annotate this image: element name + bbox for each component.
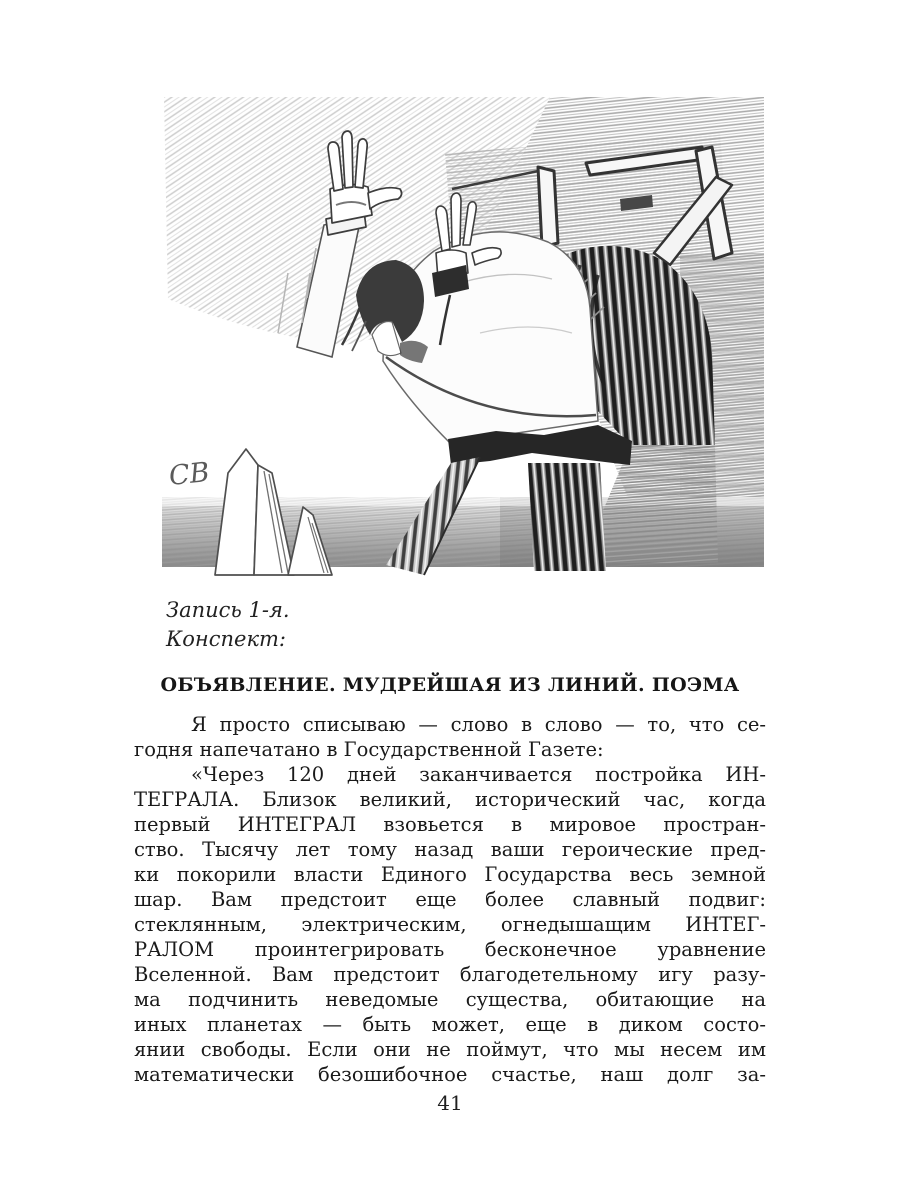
body-line: математически безошибочное счастье, наш долг за- [134, 1063, 766, 1086]
body-line: РАЛОМ проинтегрировать бесконечное уравнение [134, 938, 766, 961]
body-line: ство. Тысячу лет тому назад ваши героические пред- [134, 838, 766, 861]
artist-monogram: СВ [167, 456, 212, 492]
body-line: ма подчинить неведомые существа, обитающие на [134, 988, 766, 1011]
page-number: 41 [437, 1091, 463, 1115]
pencil-sketch-svg [160, 93, 768, 579]
body-line: янии свободы. Если они не поймут, что мы несем им [134, 1038, 766, 1061]
entry-record-label: Запись 1-я. [166, 598, 290, 622]
body-text [134, 712, 766, 1087]
body-line: иных планетах — быть может, еще в диком состо- [134, 1013, 766, 1036]
body-line: Я просто списываю — слово в слово — то, что се- [191, 713, 766, 736]
body-line: первый ИНТЕГРАЛ взовьется в мировое простран- [134, 813, 766, 836]
body-line: ТЕГРАЛА. Близок великий, исторический час, когда [134, 788, 766, 811]
body-line: стеклянным, электрическим, огнедышащим ИНТЕГ- [134, 913, 766, 936]
right-leg [528, 463, 606, 571]
entry-synopsis-label: Конспект: [166, 627, 286, 651]
illustration [160, 93, 768, 579]
body-line: ки покорили власти Единого Государства весь земной [134, 863, 766, 886]
body-line: Вселенной. Вам предстоит благодетельному игу разу- [134, 963, 766, 986]
entry-header [166, 596, 290, 654]
chapter-heading: ОБЪЯВЛЕНИЕ. МУДРЕЙШАЯ ИЗ ЛИНИЙ. ПОЭМА [160, 674, 740, 696]
body-line: «Через 120 дней заканчивается постройка ИН- [191, 763, 766, 786]
body-line: шар. Вам предстоит еще более славный подвиг: [134, 888, 766, 911]
body-line: годня напечатано в Государственной Газете: [134, 738, 604, 761]
